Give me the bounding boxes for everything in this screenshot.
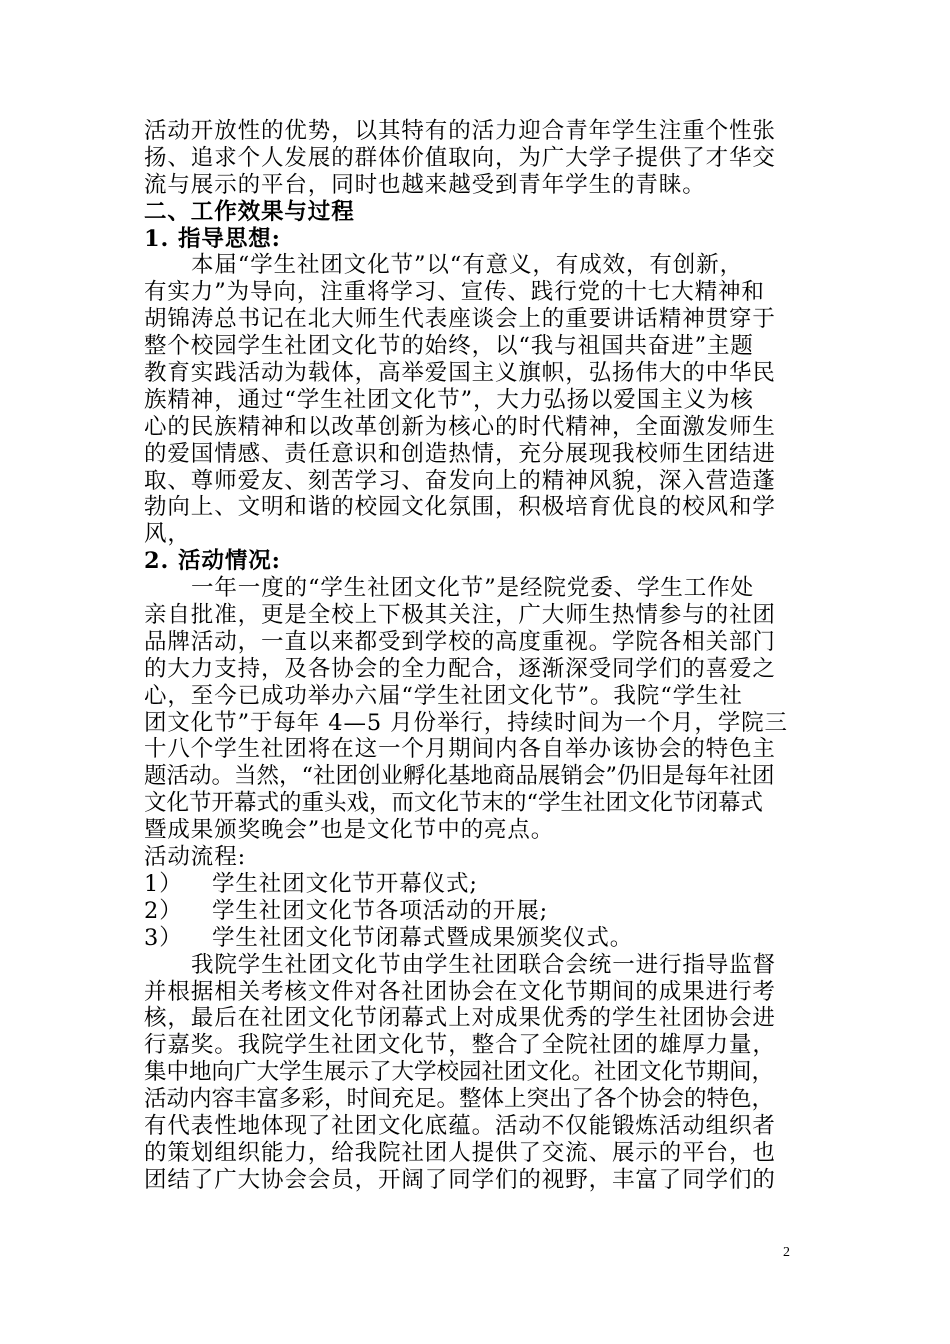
paragraph-line: 扬、追求个人发展的群体价值取向，为广大学子提供了才华交 <box>144 144 776 171</box>
document-body <box>144 118 808 1194</box>
paragraph-line: 教育实践活动为载体，高举爱国主义旗帜，弘扬伟大的中华民 <box>144 360 776 387</box>
paragraph-line: 我院学生社团文化节由学生社团联合会统一进行指导监督 <box>191 951 777 978</box>
paragraph-line: 的策划组织能力，给我院社团人提供了交流、展示的平台，也 <box>144 1139 776 1166</box>
paragraph-line: 题活动。当然，“社团创业孵化基地商品展销会”仍旧是每年社团 <box>144 763 775 790</box>
paragraph-line: 核，最后在社团文化节闭幕式上对成果优秀的学生社团协会进 <box>144 1005 776 1032</box>
paragraph-line: 族精神，通过“学生社团文化节”，大力弘扬以爱国主义为核 <box>144 386 754 413</box>
list-item <box>144 871 808 898</box>
list-text: 学生社团文化节各项活动的开展; <box>212 897 549 924</box>
list-item <box>144 898 808 925</box>
paragraph-line: 风， <box>144 521 191 548</box>
paragraph-line: 流与展示的平台，同时也越来越受到青年学生的青睐。 <box>144 171 706 198</box>
paragraph-line: 心的民族精神和以改革创新为核心的时代精神，全面激发师生 <box>144 413 776 440</box>
paragraph-line: 亲自批准，更是全校上下极其关注，广大师生热情参与的社团 <box>144 602 776 629</box>
paragraph-line: 团文化节”于每年 4—5 月份举行，持续时间为一个月，学院三 <box>144 709 788 736</box>
paragraph-line: 集中地向广大学生展示了大学校园社团文化。社团文化节期间， <box>144 1059 775 1086</box>
paragraph-line: 胡锦涛总书记在北大师生代表座谈会上的重要讲话精神贯穿于 <box>144 306 776 333</box>
paragraph-line: 一年一度的“学生社团文化节”是经院党委、学生工作处 <box>191 575 755 602</box>
paragraph-line: 勃向上、文明和谐的校园文化氛围，积极培育优良的校风和学 <box>144 494 776 521</box>
subsection-heading-activity: 2. 活动情况: <box>144 548 281 575</box>
paragraph-line: 有实力”为导向，注重将学习、宣传、践行党的十七大精神和 <box>144 279 765 306</box>
paragraph-line: 行嘉奖。我院学生社团文化节，整合了全院社团的雄厚力量， <box>144 1032 776 1059</box>
paragraph-line: 的爱国情感、责任意识和创造热情，充分展现我校师生团结进 <box>144 440 776 467</box>
paragraph-line: 活动内容丰富多彩，时间充足。整体上突出了各个协会的特色， <box>144 1086 775 1113</box>
paragraph-line: 暨成果颁奖晚会”也是文化节中的亮点。 <box>144 817 555 844</box>
paragraph-line: 整个校园学生社团文化节的始终，以“我与祖国共奋进”主题 <box>144 333 754 360</box>
page-number: 2 <box>783 1245 790 1260</box>
list-number: 2） <box>144 897 183 924</box>
list-number: 1） <box>144 870 183 897</box>
paragraph-line: 活动开放性的优势，以其特有的活力迎合青年学生注重个性张 <box>144 118 776 144</box>
paragraph-line: 并根据相关考核文件对各社团协会在文化节期间的成果进行考 <box>144 978 776 1005</box>
list-number: 3） <box>144 924 183 951</box>
subsection-heading-guiding-idea: 1. 指导思想: <box>144 225 281 252</box>
paragraph-line: 文化节开幕式的重头戏，而文化节末的“学生社团文化节闭幕式 <box>144 790 764 817</box>
paragraph-line: 团结了广大协会会员，开阔了同学们的视野，丰富了同学们的 <box>144 1166 776 1193</box>
paragraph-line: 有代表性地体现了社团文化底蕴。活动不仅能锻炼活动组织者 <box>144 1112 776 1139</box>
section-heading: 二、工作效果与过程 <box>144 198 355 225</box>
paragraph-line: 品牌活动，一直以来都受到学校的高度重视。学院各相关部门 <box>144 628 776 655</box>
paragraph-line: 的大力支持，及各协会的全力配合，逐渐深受同学们的喜爱之 <box>144 655 776 682</box>
list-text: 学生社团文化节闭幕式暨成果颁奖仪式。 <box>212 924 634 951</box>
paragraph-line: 心，至今已成功举办六届“学生社团文化节”。我院“学生社 <box>144 682 743 709</box>
paragraph-line: 十八个学生社团将在这一个月期间内各自举办该协会的特色主 <box>144 736 776 763</box>
paragraph-line: 取、尊师爱友、刻苦学习、奋发向上的精神风貌，深入营造蓬 <box>144 467 776 494</box>
paragraph-line: 本届“学生社团文化节”以“有意义，有成效，有创新， <box>191 252 744 279</box>
list-text: 学生社团文化节开幕仪式; <box>212 870 478 897</box>
list-item <box>144 925 808 952</box>
process-label: 活动流程: <box>144 844 247 871</box>
